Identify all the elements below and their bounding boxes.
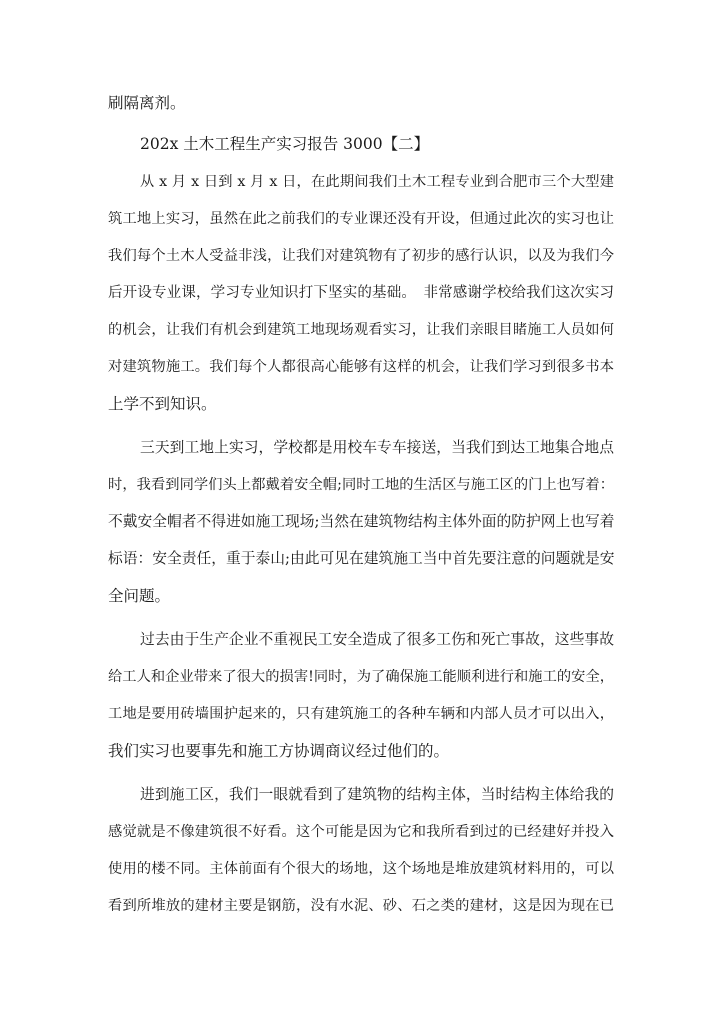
paragraph-line: 我们每个土木人受益非浅，让我们对建筑物有了初步的感行认识，以及为我们今 bbox=[108, 248, 614, 264]
paragraph-line: 我们实习也要事先和施工方协调商议经过他们的。 bbox=[108, 742, 450, 760]
paragraph-line: 给工人和企业带来了很大的损害!同时，为了确保施工能顺利进行和施工的安全， bbox=[108, 669, 614, 685]
paragraph-line: 过去由于生产企业不重视民工安全造成了很多工伤和死亡事故，这些事故 bbox=[140, 631, 614, 648]
paragraph-line: 感觉就是不像建筑很不好看。这个可能是因为它和我所看到过的已经建好并投入 bbox=[108, 824, 614, 840]
section-heading: 202x 土木工程生产实习报告 3000【二】 bbox=[140, 135, 430, 153]
paragraph-line: 不戴安全帽者不得进如施工现场;当然在建筑物结构主体外面的防护网上也写着 bbox=[108, 513, 615, 530]
paragraph-line: 全问题。 bbox=[108, 587, 171, 605]
paragraph-line: 三天到工地上实习，学校都是用校车专车接送，当我们到达工地集合地点 bbox=[140, 439, 614, 456]
paragraph-line: 的机会，让我们有机会到建筑工地现场观看实习，让我们亲眼目睹施工人员如何 bbox=[108, 322, 614, 338]
paragraph-line: 工地是要用砖墙围护起来的，只有建筑施工的各种车辆和内部人员才可以出入， bbox=[108, 706, 614, 722]
paragraph-line: 使用的楼不同。主体前面有个很大的场地，这个场地是堆放建筑材料用的，可以 bbox=[108, 861, 614, 877]
continuation-line: 刷隔离剂。 bbox=[108, 94, 186, 112]
paragraph-line: 从 x 月 x 日到 x 月 x 日，在此期间我们土木工程专业到合肥市三个大型建 bbox=[140, 174, 614, 190]
paragraph-line: 看到所堆放的建材主要是钢筋，没有水泥、砂、石之类的建材，这是因为现在已 bbox=[108, 898, 614, 914]
paragraph-line: 后开设专业课，学习专业知识打下坚实的基础。 非常感谢学校给我们这次实习 bbox=[108, 285, 614, 301]
paragraph-line: 标语：安全责任，重于泰山;由此可见在建筑施工当中首先要注意的问题就是安 bbox=[108, 550, 615, 567]
paragraph-line: 筑工地上实习，虽然在此之前我们的专业课还没有开设，但通过此次的实习也让 bbox=[108, 211, 614, 227]
paragraph-line: 时，我看到同学们头上都戴着安全帽;同时工地的生活区与施工区的门上也写着： bbox=[108, 477, 614, 493]
paragraph-line: 上学不到知识。 bbox=[108, 395, 217, 413]
paragraph-line: 对建筑物施工。我们每个人都很高心能够有这样的机会，让我们学习到很多书本 bbox=[108, 359, 614, 375]
paragraph-line: 进到施工区，我们一眼就看到了建筑物的结构主体，当时结构主体给我的 bbox=[140, 786, 614, 803]
